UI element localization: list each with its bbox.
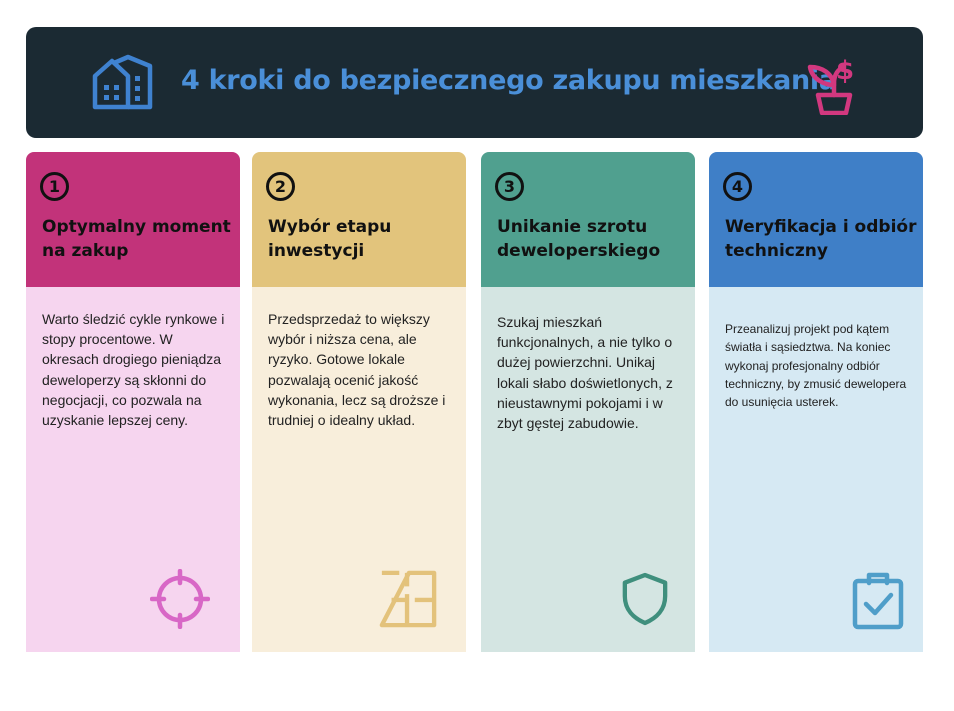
step-card-header — [252, 152, 466, 287]
step-text: Szukaj mieszkań funkcjonalnych, a nie tylko o dużej powierzchni. Unikaj lokali słabo doświetlonych, z nieustawnymi pokojami i w zbyt gęstej zabudowie. — [497, 314, 673, 432]
step-card-3 — [481, 152, 695, 652]
shield-icon — [621, 571, 669, 627]
step-heading: Unikanie szrotu deweloperskiego — [497, 217, 661, 261]
step-number: 4 — [723, 172, 752, 201]
page-title: 4 kroki do bezpiecznego zakupu mieszkania — [181, 65, 837, 96]
step-card-header — [709, 152, 923, 287]
clipboard-check-icon — [851, 571, 905, 631]
svg-text:$: $ — [836, 56, 855, 86]
step-card-1 — [26, 152, 240, 652]
step-text: Warto śledzić cykle rynkowe i stopy procentowe. W okresach drogiego pieniądza deweloperzy są skłonni do negocjacji, co pozwala na uzyskanie lepszej ceny. — [42, 311, 225, 429]
step-card-body — [709, 287, 923, 652]
header-banner — [26, 27, 923, 138]
floor-plan-icon — [378, 569, 438, 629]
step-card-header — [26, 152, 240, 287]
plant-dollar-icon — [804, 53, 858, 115]
step-heading: Wybór etapu inwestycji — [268, 217, 392, 261]
step-card-4 — [709, 152, 923, 652]
step-card-2 — [252, 152, 466, 652]
step-number: 2 — [266, 172, 295, 201]
step-card-body — [481, 287, 695, 652]
step-number: 1 — [40, 172, 69, 201]
step-heading: Weryfikacja i odbiór techniczny — [725, 217, 917, 261]
step-card-header — [481, 152, 695, 287]
step-text: Przedsprzedaż to większy wybór i niższa cena, ale ryzyko. Gotowe lokale pozwalają ocenić jakość wykonania, lecz są droższe i trudniej o idealny układ. — [268, 311, 446, 429]
step-text: Przeanalizuj projekt pod kątem światła i sąsiedztwa. Na koniec wykonaj profesjonalny odbiór techniczny, by zmusić dewelopera do usunięcia usterek. — [725, 322, 907, 410]
target-icon — [150, 569, 210, 629]
step-card-body — [252, 287, 466, 652]
step-card-body — [26, 287, 240, 652]
step-number: 3 — [495, 172, 524, 201]
step-heading: Optymalny moment na zakup — [42, 217, 231, 261]
building-icon — [92, 54, 154, 110]
